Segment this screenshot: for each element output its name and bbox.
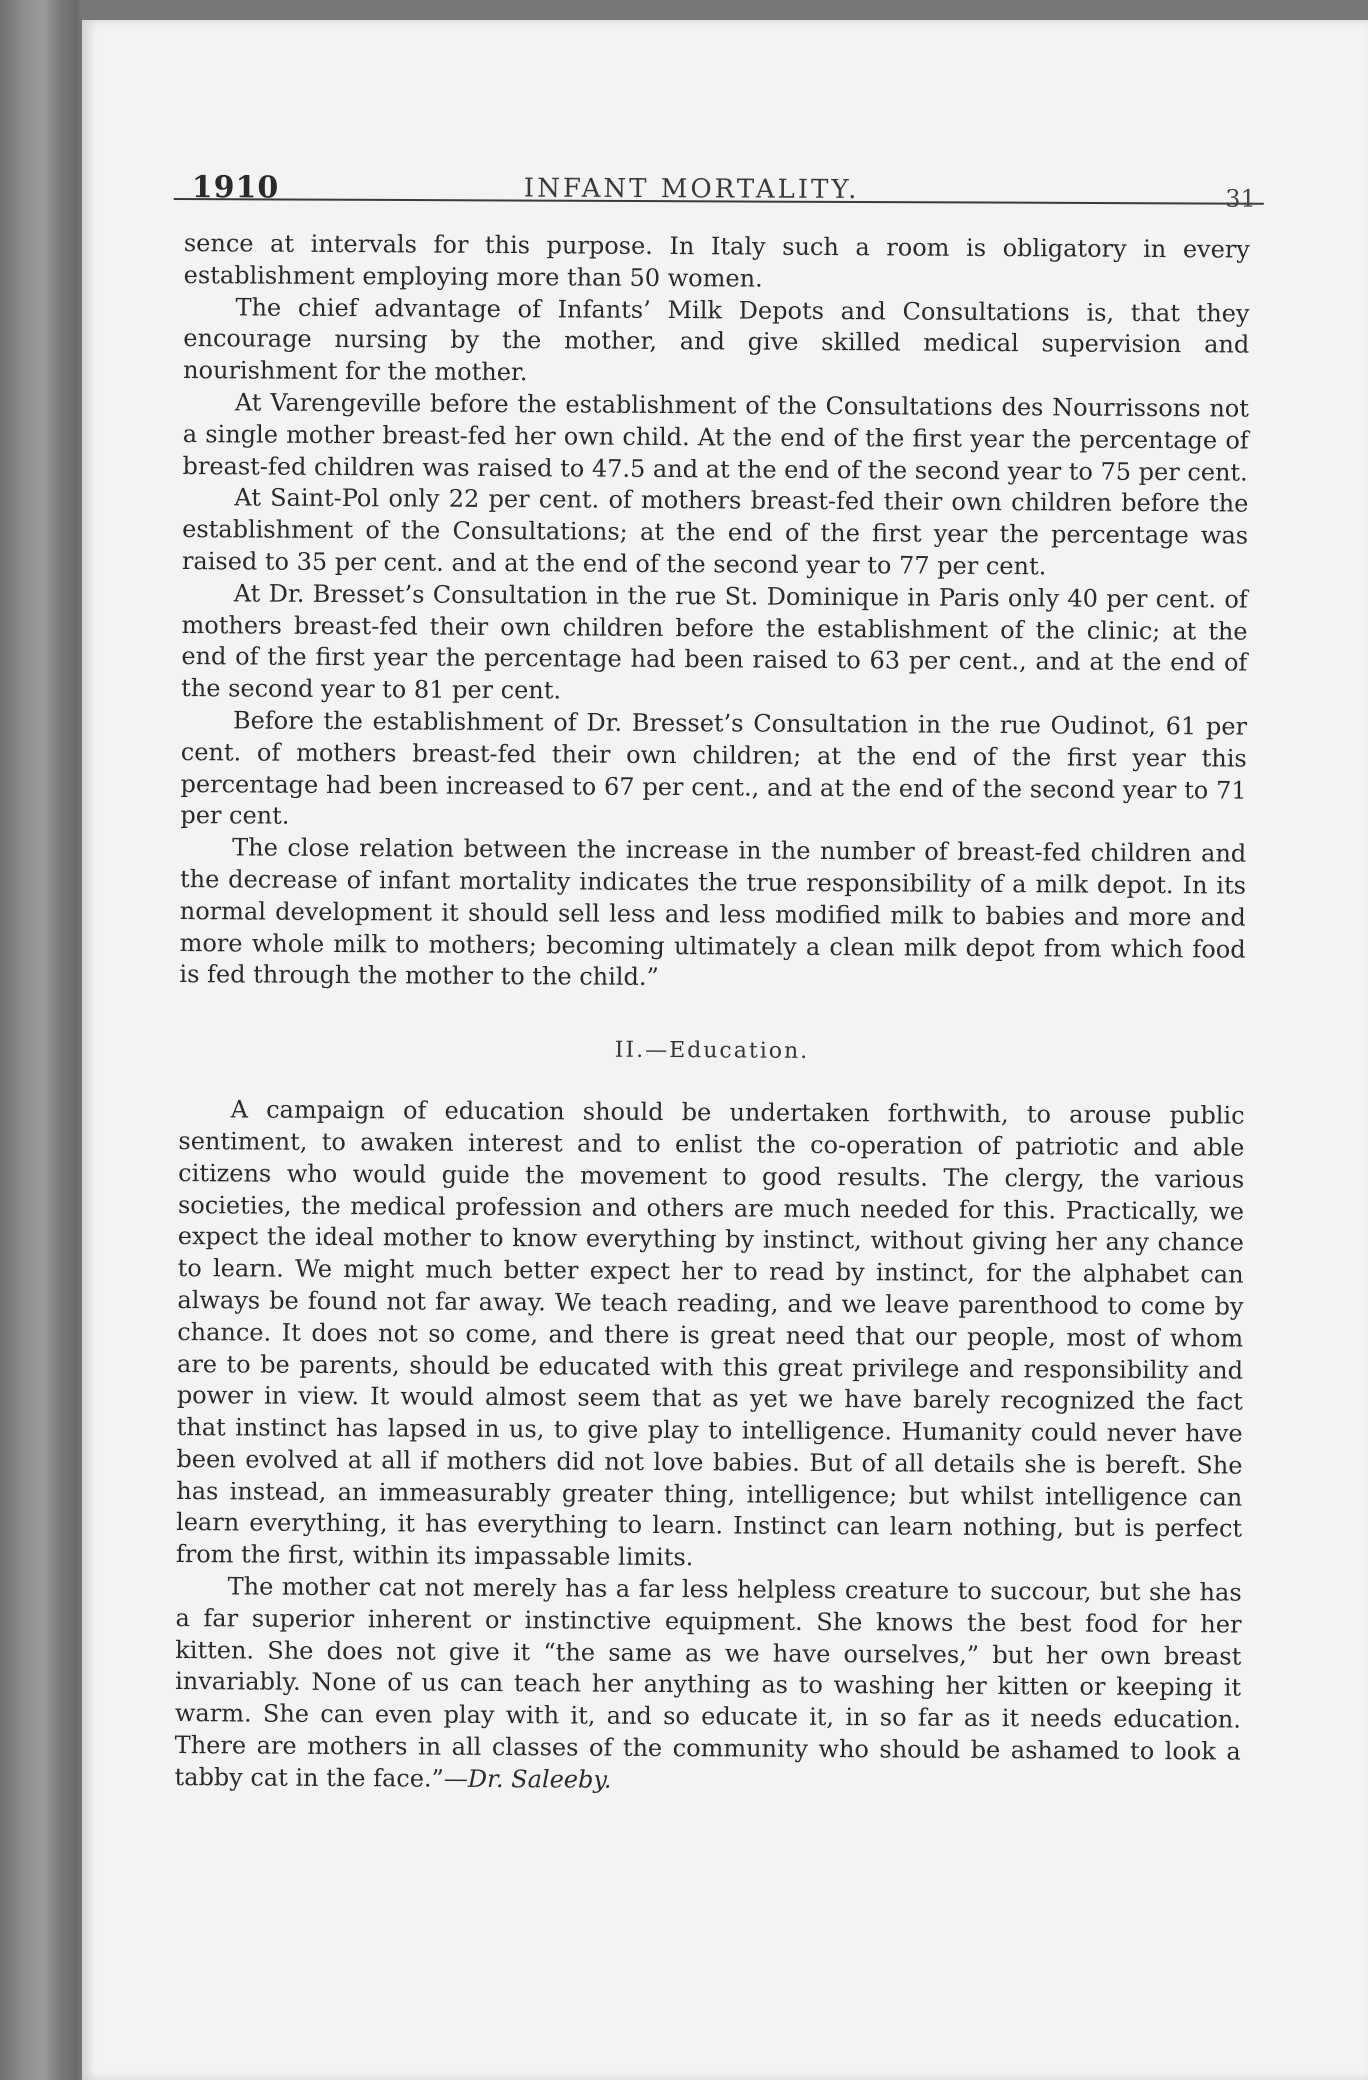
header-year: 1910 [191,170,280,206]
paragraph: Before the establishment of Dr. Bresset’s Consultation in the rue Oudinot, 61 per cent. of mothers breast-fed their own children; at the end of the first year this percentage had been increased to 67 per cent., and at the end of the second year to 71 per cent. [180,706,1248,831]
header-title: INFANT MORTALITY. [523,173,860,205]
page-body [164,228,1264,1800]
paragraph-continued: sence at intervals for this purpose. In Italy such a room is obligatory in every establishment employing more than 50 women. [183,229,1250,293]
paragraph: The chief advantage of Infants’ Milk Depots and Consultations is, that they encourage nursing by the mother, and give skilled medical supervision and nourishment for the mother. [183,292,1250,387]
page-content [174,150,1264,1794]
book-page [82,20,1368,2080]
paragraph: At Varengeville before the establishment of the Consultations des Nourrissons not a single mother breast-fed her own child. At the end of the first year the percentage of breast-fed children was raised to 47.5 and at the end of the second year to 75 per cent. [182,388,1250,487]
paragraph-with-attribution [174,1571,1241,1800]
paragraph: A campaign of education should be undertaken forthwith, to arouse public sentiment, to awaken interest and to enlist the co-operation of patriotic and able citizens who would guide the movement to good results. The clergy, the various societies, the medical profession and others are much needed for this. Practically, we expect the ideal mother to know everything by instinct, without giving her any chance to learn. We might much better expect her to read by instinct, for the alphabet can always be found not far away. We teach reading, and we leave parenthood to come by chance. It does not so come, and there is great need that our people, most of whom are to be parents, should be educated with this great privilege and responsibility and power in view. It would almost seem that as yet we have barely recognized the fact that instinct has lapsed in us, to give play to intelligence. Humanity could never have been evolved at all if mothers did not love babies. But of all details she is bereft. She has instead, an immeasurably greater thing, intelligence; but whilst intelligence can learn everything, it has everything to learn. Instinct can learn nothing, but is perfect from the first, within its impassable limits. [175,1095,1245,1572]
paragraph-text: The mother cat not merely has a far less helpless creature to succour, but she has a far superior inherent or instinctive equipment. She knows the best food for her kitten. She does not give it “the same as we have ourselves,” but her own breast invariably. None of us can teach her anything as to washing her kitten or keeping it warm. She can even play with it, and so educate it, in so far as it needs education. There are mothers in all classes of the community who should be ashamed to look a tabby cat in the face.”— [174,1572,1242,1793]
section-heading: II.—Education. [614,1037,810,1065]
paragraph: The close relation between the increase in the number of breast-fed children and the decrease of infant mortality indicates the true responsibility of a milk depot. In its normal development it should sell less and less modified milk to babies and more and more whole milk to mothers; becoming ultimately a clean milk depot from which food is fed through the mother to the child.” [179,833,1247,992]
quote-attribution: Dr. Saleeby. [467,1764,612,1794]
paragraph: At Dr. Bresset’s Consultation in the rue St. Dominique in Paris only 40 per cent. of mothers breast-fed their own children before the establishment of the clinic; at the end of the first year the percentage had been raised to 63 per cent., and at the end of the second year to 81 per cent. [181,579,1248,705]
page-number: 31 [1225,184,1256,213]
paragraph: At Saint-Pol only 22 per cent. of mothers breast-fed their own children before the establishment of the Consultations; at the end of the first year the percentage was raised to 35 per cent. and at the end of the second year to 77 per cent. [181,483,1249,581]
running-head [174,150,1264,213]
